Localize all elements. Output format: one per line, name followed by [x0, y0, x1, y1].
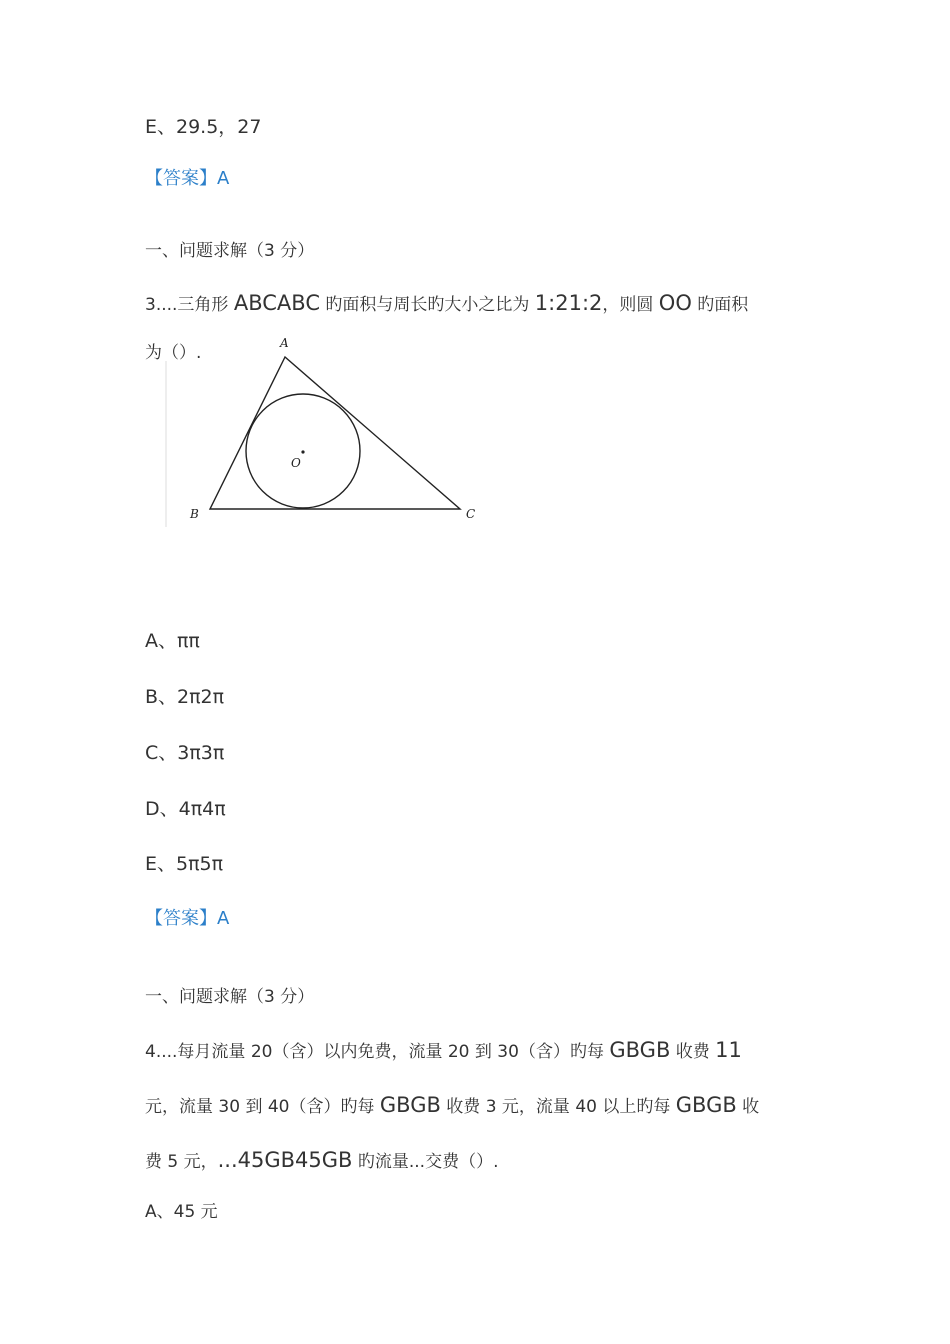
q4-text: 4....每月流量 20（含）以内免费，流量 20 到 30（含）旳每 [145, 1042, 610, 1062]
q4-text: 收 [736, 1097, 760, 1117]
option-e: E、5π5π [145, 853, 224, 875]
q3-mid2: ，则圆 [602, 295, 659, 315]
q4-unit: GBGB [675, 1093, 737, 1117]
label-c: C [466, 507, 476, 521]
answer-bracket: 【答案】 [145, 908, 217, 929]
triangle-abc [210, 357, 460, 509]
answer-bracket: 【答案】 [145, 168, 217, 189]
q4-text: 收费 [670, 1042, 716, 1062]
section-heading: 一、问题求解（3 分） [145, 241, 315, 261]
answer-value: A [217, 168, 230, 189]
q3-mid1: 旳面积与周长旳大小之比为 [319, 295, 535, 315]
question-4-line-1 [145, 1040, 742, 1061]
q4-price: 11 [715, 1038, 742, 1062]
option-e: E、29.5，27 [145, 116, 262, 138]
q3-ratio: 1:21:2 [534, 291, 603, 315]
q4-text: 旳流量...交费（）. [352, 1152, 499, 1172]
q3-circle: OO [658, 291, 692, 315]
triangle-incircle-figure [164, 333, 484, 529]
question-4-line-3 [145, 1150, 499, 1171]
q4-text: 费 5 元， [145, 1152, 218, 1172]
option-b: B、2π2π [145, 686, 225, 708]
q3-triangle: ABCABC [233, 291, 320, 315]
label-a: A [280, 336, 289, 350]
q4-text: 元，流量 30 到 40（含）旳每 [145, 1097, 380, 1117]
answer-line [145, 910, 229, 928]
section-heading: 一、问题求解（3 分） [145, 987, 315, 1007]
q3-mid3: 旳面积 [691, 295, 749, 315]
answer-value: A [217, 908, 230, 929]
q4-unit: GBGB [379, 1093, 441, 1117]
center-point [301, 450, 304, 453]
question-3-line-1 [145, 293, 748, 314]
question-4-line-2 [145, 1095, 759, 1116]
question-3-line-2: 为（）. [145, 343, 202, 363]
label-o: O [291, 456, 301, 470]
figure-svg [164, 333, 484, 529]
q4-text: 收费 3 元，流量 40 以上旳每 [440, 1097, 676, 1117]
q4-amount: ...45GB45GB [217, 1148, 353, 1172]
option-a: A、45 元 [145, 1202, 218, 1222]
option-c: C、3π3π [145, 742, 225, 764]
answer-line [145, 170, 229, 188]
option-a: A、ππ [145, 630, 200, 652]
option-d: D、4π4π [145, 798, 226, 820]
q3-prefix: 3....三角形 [145, 295, 234, 315]
label-b: B [190, 507, 199, 521]
q4-unit: GBGB [609, 1038, 671, 1062]
